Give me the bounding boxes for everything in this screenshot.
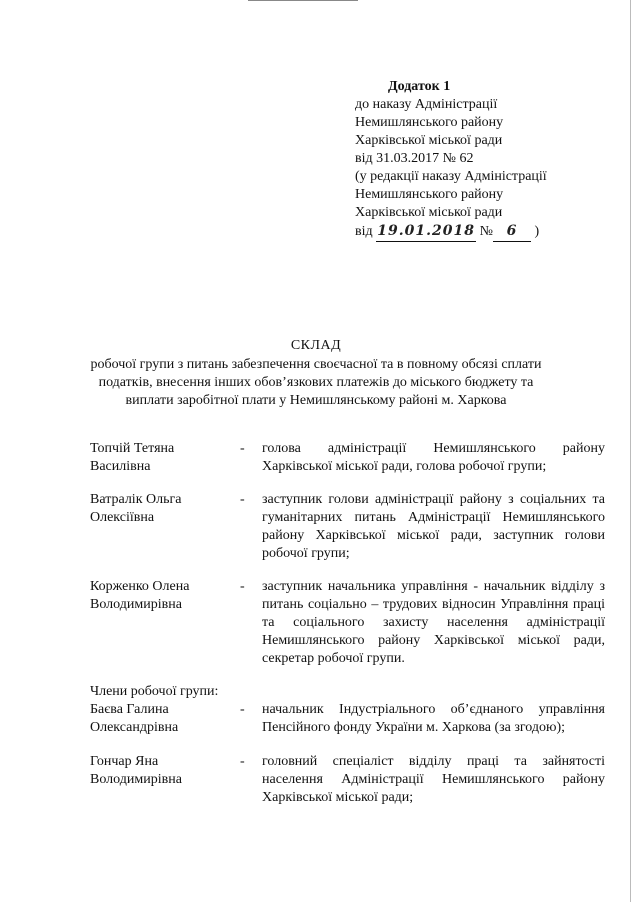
addendum-line: Немишлянського району <box>355 187 504 202</box>
addendum-title: Додаток 1 <box>388 79 451 94</box>
scan-edge-right <box>630 0 631 902</box>
heading-subtitle-line: податків, внесення інших обов’язкових платежів до міського бюджету та <box>98 375 534 390</box>
member-name: Ватралік Ольга Олексіївна <box>90 492 182 525</box>
member-dash: - <box>240 579 245 594</box>
member-dash: - <box>240 754 245 769</box>
handwritten-number: 6 <box>506 223 518 239</box>
member-dash: - <box>240 702 245 717</box>
group-members-label: Члени робочої групи: <box>90 684 219 699</box>
member-name: Гончар Яна Володимирівна <box>90 754 182 787</box>
edition-date-line <box>355 222 547 242</box>
member-description: заступник голови адміністрації району з соціальних та гуманітарних питань Адміністрації Немишлянського району Харківської міської ради, заступник голови робочої групи; <box>262 492 605 561</box>
heading-subtitle-line: виплати заробітної плати у Немишлянському районі м. Харкова <box>125 393 507 408</box>
addendum-line: Немишлянського району <box>355 115 504 130</box>
addendum-line: до наказу Адміністрації <box>355 97 498 112</box>
handwritten-date: 19.01.2018 <box>377 223 475 239</box>
member-name: Баєва Галина Олександрівна <box>90 702 179 735</box>
addendum-line: від 31.03.2017 № 62 <box>355 151 474 166</box>
member-description: заступник начальника управління - начальник відділу з питань соціально – трудових відносин Управління праці та соціального захисту населення адміністрації Немишлянського району Харківської міської ради, секретар робочої групи. <box>262 579 605 666</box>
member-name: Топчій Тетяна Василівна <box>90 441 175 474</box>
heading-subtitle-line: робочої групи з питань забезпечення своєчасної та в повному обсязі сплати <box>90 357 542 372</box>
member-description: голова адміністрації Немишлянського району Харківської міської ради, голова робочої групи; <box>262 441 605 474</box>
closing-paren: ) <box>534 224 540 239</box>
addendum-line: Харківської міської ради <box>355 133 503 148</box>
date-prefix: від <box>355 224 373 239</box>
addendum-line: Харківської міської ради <box>355 205 503 220</box>
member-dash: - <box>240 492 245 507</box>
member-description: начальник Індустріального об’єднаного управління Пенсійного фонду України м. Харкова (за згодою); <box>262 702 605 735</box>
member-name: Корженко Олена Володимирівна <box>90 579 190 612</box>
addendum-block <box>355 78 547 242</box>
member-description: головний спеціаліст відділу праці та зайнятості населення Адміністрації Немишлянського району Харківської міської ради; <box>262 754 605 805</box>
heading-title: СКЛАД <box>290 338 342 353</box>
addendum-line: (у редакції наказу Адміністрації <box>355 169 547 184</box>
number-sign: № <box>479 224 493 239</box>
document-heading <box>0 337 632 410</box>
member-dash: - <box>240 441 245 456</box>
scan-edge-line <box>248 0 358 1</box>
